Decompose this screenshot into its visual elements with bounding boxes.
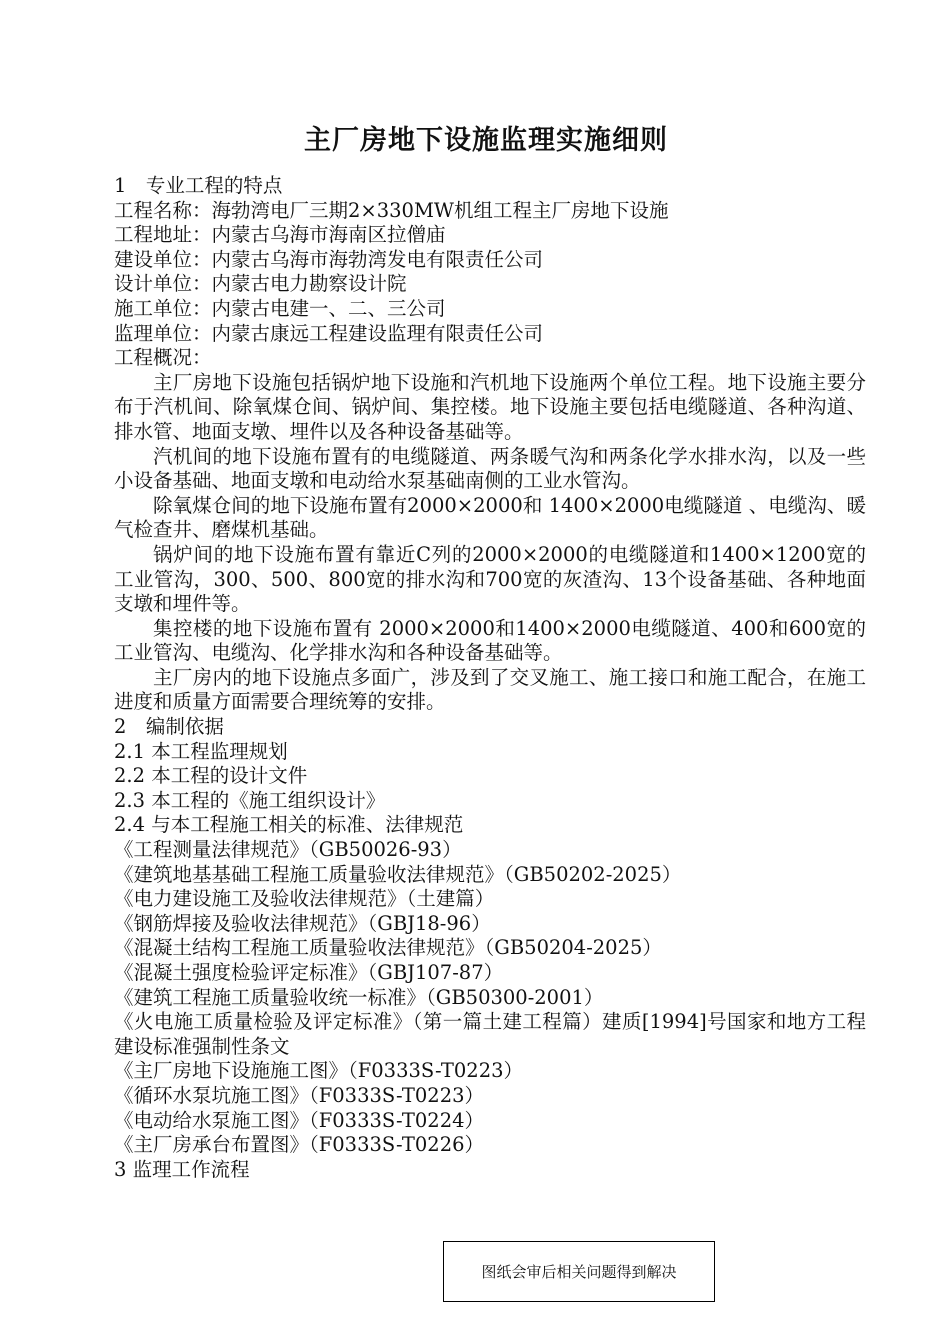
construction-unit-line: 施工单位：内蒙古电建一、二、三公司	[114, 296, 446, 320]
drawing-item: 《主厂房承台布置图》（F0333S-T0226）	[114, 1133, 485, 1157]
control-building-paragraph: 集控楼的地下设施布置有 2000×2000和1400×2000电缆隧道、400和600宽的工业管沟、电缆沟、化学排水沟和各种设备基础等。	[114, 616, 866, 665]
standard-item-long: 《火电施工质量检验及评定标准》（第一篇土建工程篇）建质[1994]号国家和地方工程建设标准强制性条文	[114, 1010, 866, 1058]
project-name-line: 工程名称：海勃湾电厂三期2×330MW机组工程主厂房地下设施	[114, 198, 669, 222]
flowchart-box	[443, 1241, 715, 1302]
boiler-house-paragraph: 锅炉间的地下设施布置有靠近C列的2000×2000的电缆隧道和1400×1200宽的工业管沟，300、500、800宽的排水沟和700宽的灰渣沟、13个设备基础、各种地面支墩和埋件等。	[114, 542, 866, 616]
basis-item: 2.4 与本工程施工相关的标准、法律规范	[114, 813, 464, 837]
overview-label: 工程概况：	[114, 346, 212, 370]
standard-item: 《工程测量法律规范》（GB50026-93）	[114, 838, 462, 862]
section-1-heading: 1 专业工程的特点	[114, 174, 283, 197]
basis-item: 2.1 本工程监理规划	[114, 739, 288, 763]
supervision-unit-line: 监理单位：内蒙古康远工程建设监理有限责任公司	[114, 321, 544, 345]
standard-item: 《混凝土强度检验评定标准》（GBJ107-87）	[114, 961, 504, 984]
standard-item: 《混凝土结构工程施工质量验收法律规范》（GB50204-2025）	[114, 936, 662, 960]
drawing-item: 《主厂房地下设施施工图》（F0333S-T0223）	[114, 1059, 524, 1083]
drawing-item: 《电动给水泵施工图》（F0333S-T0224）	[114, 1108, 485, 1132]
design-unit-line: 设计单位：内蒙古电力勘察设计院	[114, 272, 407, 296]
section-2-heading: 2 编制依据	[114, 715, 224, 739]
basis-item: 2.2 本工程的设计文件	[114, 764, 308, 788]
standard-item: 《建筑地基基础工程施工质量验收法律规范》（GB50202-2025）	[114, 862, 682, 886]
overview-paragraph: 主厂房地下设施包括锅炉地下设施和汽机地下设施两个单位工程。地下设施主要分布于汽机间、除氧煤仓间、锅炉间、集控楼。地下设施主要包括电缆隧道、各种沟道、排水管、地面支墩、埋件以及各种设备基础等。	[114, 370, 866, 443]
standard-item: 《钢筋焊接及验收法律规范》（GBJ18-96）	[114, 911, 491, 935]
flowchart-box-label: 图纸会审后相关问题得到解决	[481, 1263, 677, 1281]
drawing-item: 《循环水泵坑施工图》（F0333S-T0223）	[114, 1083, 485, 1107]
standard-item: 《电力建设施工及验收法律规范》（土建篇）	[114, 887, 495, 911]
owner-unit-line: 建设单位：内蒙古乌海市海勃湾发电有限责任公司	[114, 247, 544, 271]
standard-item: 《建筑工程施工质量验收统一标准》（GB50300-2001）	[114, 985, 604, 1009]
page-title: 主厂房地下设施监理实施细则	[304, 125, 668, 156]
section-3-heading: 3 监理工作流程	[114, 1157, 250, 1181]
basis-item: 2.3 本工程的《施工组织设计》	[114, 788, 386, 812]
document-body	[114, 174, 866, 1182]
coordination-paragraph: 主厂房内的地下设施点多面广，涉及到了交叉施工、施工接口和施工配合，在施工进度和质量方面需要合理统筹的安排。	[114, 665, 866, 714]
turbine-hall-paragraph: 汽机间的地下设施布置有的电缆隧道、两条暖气沟和两条化学水排水沟，以及一些小设备基础、地面支墩和电动给水泵基础南侧的工业水管沟。	[114, 444, 866, 493]
deaerator-bay-paragraph: 除氧煤仓间的地下设施布置有2000×2000和 1400×2000电缆隧道 、电缆沟、暖气检查井、磨煤机基础。	[114, 493, 866, 542]
project-address-line: 工程地址：内蒙古乌海市海南区拉僧庙	[114, 223, 446, 247]
